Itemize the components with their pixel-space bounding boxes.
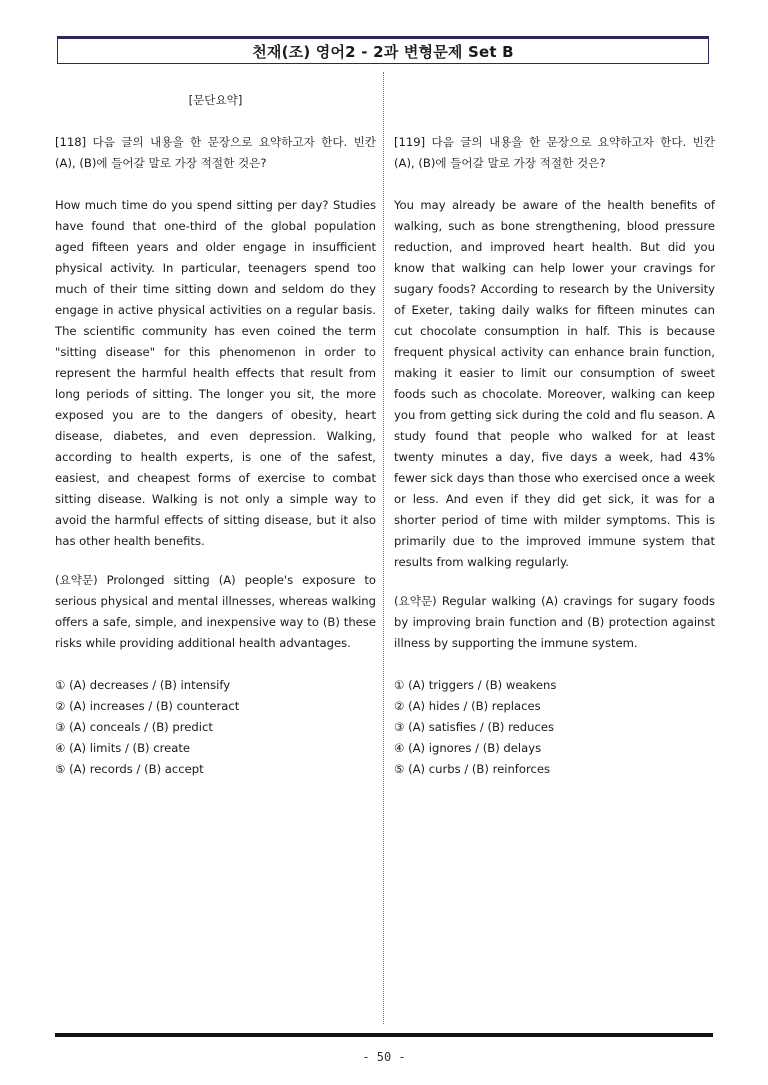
choices-119	[394, 675, 715, 780]
choice-119-2[interactable]: ② (A) hides / (B) replaces	[394, 699, 541, 713]
summary-118-text: (요약문) Prolonged sitting (A) people's exposure to serious physical and mental illnesses, whereas walking offers a safe, simple, and inexpensive way to (B) these risks while providing additional health advantages.	[55, 573, 376, 650]
summary-119-text: (요약문) Regular walking (A) cravings for sugary foods by improving brain function and (B) protection against illness by supporting the immune system.	[394, 594, 715, 650]
choice-118-4[interactable]: ④ (A) limits / (B) create	[55, 741, 191, 755]
choices-118	[55, 675, 376, 780]
passage-118	[55, 195, 376, 552]
passage-119-text: You may already be aware of the health benefits of walking, such as bone strengthening, blood pressure reduction, and improved heart health. But did you know that walking can help lower your cravings for sugary foods? According to research by the University of Exeter, taking daily walks for fifteen minutes can cut chocolate consumption in half. This is because frequent physical activity can enhance brain function, making it easier to limit our consumption of sweet foods such as chocolate. Moreover, walking can keep you from getting sick during the cold and flu season. A study found that people who walked for at least twenty minutes a day, five days a week, had 43% fewer sick days than those who exercised once a week or less. And even if they did get sick, it was for a shorter period of time with milder symptoms. This is primarily due to the improved immune system that results from walking regularly.	[394, 198, 715, 569]
choice-118-5[interactable]: ⑤ (A) records / (B) accept	[55, 762, 204, 776]
choice-118-2[interactable]: ② (A) increases / (B) counteract	[55, 699, 240, 713]
question-118-prompt: [118] 다음 글의 내용을 한 문장으로 요약하고자 한다. 빈칸 (A), (B)에 들어갈 말로 가장 적절한 것은?	[55, 135, 376, 170]
footer-rule	[55, 1033, 713, 1037]
passage-118-text: How much time do you spend sitting per day? Studies have found that one-third of the global population aged fifteen years and older engage in insufficient physical activity. In particular, teenagers spend too much of their time sitting down and seldom do they engage in active physical activities on a regular basis. The scientific community has even coined the term "sitting disease" for this phenomenon in order to represent the harmful health effects that result from long periods of sitting. The longer you sit, the more exposed you are to the dangers of obesity, heart disease, diabetes, and even depression. Walking, according to health experts, is one of the safest, easiest, and cheapest forms of exercise to combat sitting disease. Walking is not only a simple way to avoid the harmful effects of sitting disease, but it also has other health benefits.	[55, 198, 376, 548]
choice-119-5[interactable]: ⑤ (A) curbs / (B) reinforces	[394, 762, 551, 776]
choice-119-4[interactable]: ④ (A) ignores / (B) delays	[394, 741, 542, 755]
choice-119-1[interactable]: ① (A) triggers / (B) weakens	[394, 678, 557, 692]
question-119	[394, 132, 715, 174]
question-119-prompt: [119] 다음 글의 내용을 한 문장으로 요약하고자 한다. 빈칸 (A), (B)에 들어갈 말로 가장 적절한 것은?	[394, 135, 715, 170]
choice-118-3[interactable]: ③ (A) conceals / (B) predict	[55, 720, 213, 734]
section-header: [문단요약]	[188, 93, 243, 107]
column-divider	[383, 72, 384, 1024]
passage-119	[394, 195, 715, 573]
summary-119	[394, 591, 715, 654]
summary-118	[55, 570, 376, 654]
choice-118-1[interactable]: ① (A) decreases / (B) intensify	[55, 678, 231, 692]
page-title: 천재(조) 영어2 - 2과 변형문제 Set B	[252, 42, 514, 61]
question-118	[55, 132, 376, 174]
choice-119-3[interactable]: ③ (A) satisfies / (B) reduces	[394, 720, 555, 734]
page-number: - 50 -	[362, 1050, 406, 1064]
page-header	[57, 36, 709, 64]
